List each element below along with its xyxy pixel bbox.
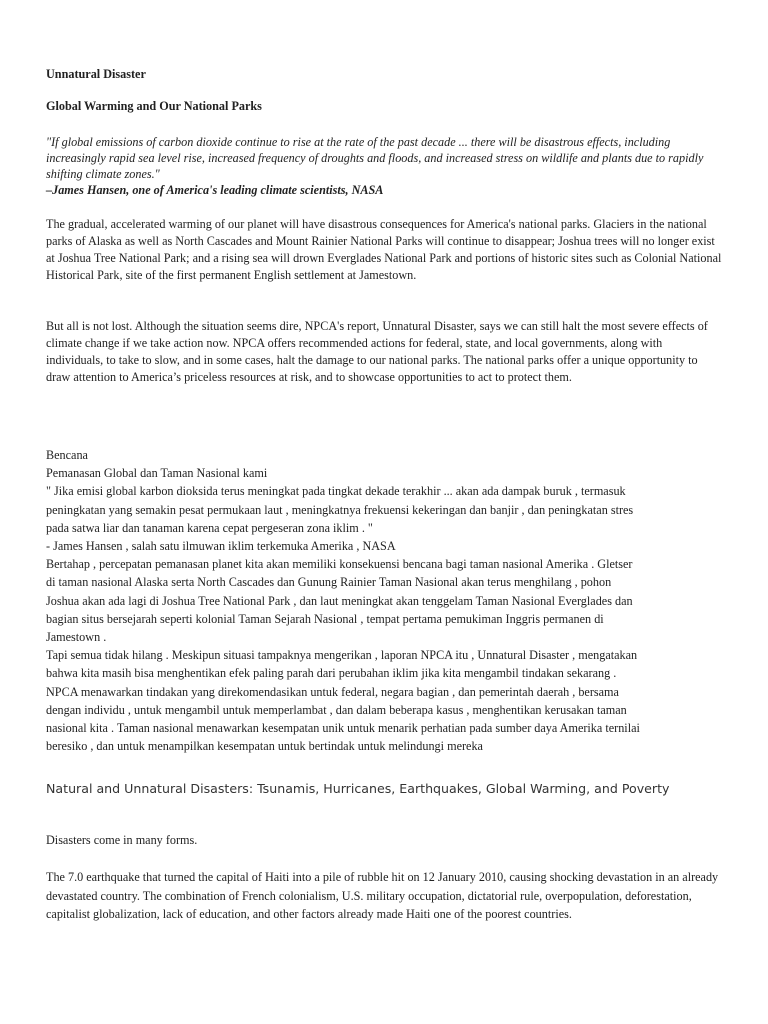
indonesian-line: pada satwa liar dan tanaman karena cepat pergeseran zona iklim . " [46, 520, 373, 535]
indonesian-line: Joshua akan ada lagi di Joshua Tree National Park , dan laut meningkat akan tenggelam Taman Nasional Everglades dan [46, 593, 633, 608]
indonesian-line: beresiko , dan untuk menampilkan kesempatan untuk bertindak untuk melindungi mereka [46, 739, 483, 754]
indonesian-line: nasional kita . Taman nasional menawarkan kesempatan unik untuk menarik perhatian pada sumber daya Amerika ternilai [46, 721, 640, 736]
doc-subtitle: Global Warming and Our National Parks [46, 99, 262, 113]
hansen-quote: "If global emissions of carbon dioxide continue to rise at the rate of the past decade ... there will be disastrous effects, including increasingly rapid sea level rise, increased frequency of droughts and floods, and increased stress on wildlife and plants due to rapidly shifting climate zones." [46, 135, 704, 181]
paragraph-consequences: The gradual, accelerated warming of our planet will have disastrous consequences for America's national parks. Glaciers in the national parks of Alaska as well as North Cascades and Mount Rainier National Parks will continue to disappear; Joshua trees will no longer exist at Joshua Tree National Park; and a rising sea will drown Everglades National Park and portions of historic sites such as Colonial National Historical Park, site of the first permanent English settlement at Jamestown. [46, 217, 722, 282]
indonesian-line: NPCA menawarkan tindakan yang direkomendasikan untuk federal, negara bagian , dan pemerintah daerah , bersama [46, 684, 619, 699]
section-heading: Natural and Unnatural Disasters: Tsunamis, Hurricanes, Earthquakes, Global Warming, and Poverty [46, 781, 670, 796]
indonesian-line: Pemanasan Global dan Taman Nasional kami [46, 466, 268, 481]
indonesian-line: bahwa kita masih bisa menghentikan efek paling parah dari perubahan iklim jika kita mengambil tindakan sekarang . [46, 666, 617, 681]
indonesian-line: Bertahap , percepatan pemanasan planet kita akan memiliki konsekuensi bencana bagi taman nasional Amerika . Gletser [46, 557, 633, 572]
indonesian-translation [46, 446, 736, 755]
indonesian-line: bagian situs bersejarah seperti kolonial Taman Sejarah Nasional , tempat pertama pemukiman Inggris permanen di [46, 611, 604, 626]
indonesian-line: dengan individu , untuk mengambil untuk memperlambat , dan dalam beberapa kasus , menghentikan kerusakan taman [46, 702, 627, 717]
doc-title: Unnatural Disaster [46, 67, 146, 81]
haiti-paragraph: The 7.0 earthquake that turned the capital of Haiti into a pile of rubble hit on 12 January 2010, causing shocking devastation in an already devastated country. The combination of French colonialism, U.S. military occupation, dictatorial rule, overpopulation, deforestation, capitalist globalization, lack of education, and other factors already made Haiti one of the poorest countries. [46, 870, 719, 921]
paragraph-not-lost: But all is not lost. Although the situation seems dire, NPCA's report, Unnatural Disaster, says we can still halt the most severe effects of climate change if we take action now. NPCA offers recommended actions for federal, state, and local governments, along with individuals, to take to slow, and in some cases, halt the damage to our national parks. The national parks offer a unique opportunity to draw attention to America’s priceless resources at risk, and to showcase opportunities to act to protect them. [46, 319, 708, 384]
indonesian-line: Bencana [46, 448, 88, 462]
indonesian-line: Jamestown . [46, 630, 107, 645]
quote-attribution: –James Hansen, one of America's leading climate scientists, NASA [46, 183, 384, 197]
indonesian-line: - James Hansen , salah satu ilmuwan iklim terkemuka Amerika , NASA [46, 539, 396, 554]
disasters-intro: Disasters come in many forms. [46, 833, 198, 847]
indonesian-line: peningkatan yang semakin pesat permukaan laut , meningkatnya frekuensi kekeringan dan banjir , dan peningkatan stres [46, 502, 634, 517]
indonesian-line: Tapi semua tidak hilang . Meskipun situasi tampaknya mengerikan , laporan NPCA itu , Unnatural Disaster , mengatakan [46, 648, 638, 663]
indonesian-line: " Jika emisi global karbon dioksida terus meningkat pada tingkat dekade terakhir ... akan ada dampak buruk , termasuk [46, 484, 626, 499]
indonesian-line: di taman nasional Alaska serta North Cascades dan Gunung Rainier Taman Nasional akan terus menghilang , pohon [46, 575, 612, 590]
